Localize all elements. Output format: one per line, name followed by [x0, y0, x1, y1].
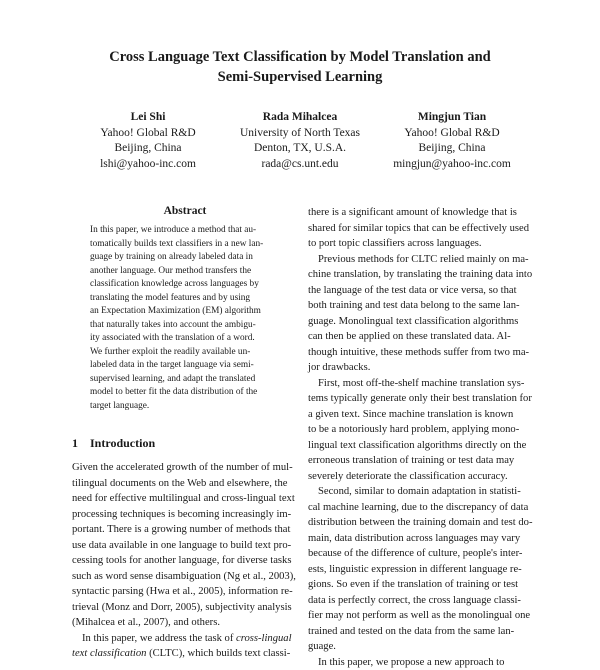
- author-name: Mingjun Tian: [362, 110, 542, 126]
- text-line: [72, 646, 304, 662]
- intro-body: [72, 460, 304, 662]
- text-line: (Mihalcea et al., 2007), and others.: [72, 615, 304, 631]
- text-line: Given the accelerated growth of the number of mul-: [72, 460, 304, 476]
- author-location: Denton, TX, U.S.A.: [210, 141, 390, 157]
- abstract-body: [90, 224, 280, 413]
- text-span: (CLTC), which builds text classi-: [146, 648, 290, 659]
- author-name: Lei Shi: [58, 110, 238, 126]
- text-span-italic: text classification: [72, 648, 146, 659]
- author-affiliation: University of North Texas: [210, 126, 390, 142]
- text-line: syntactic parsing (Hwa et al., 2005), information re-: [72, 584, 304, 600]
- text-line: the language of the test data or vice versa, so that: [308, 283, 540, 299]
- text-line: can then be applied on these translated data. Al-: [308, 329, 540, 345]
- text-line: guage. Monolingual text classification algorithms: [308, 314, 540, 330]
- abstract-line: model to better fit the data distribution of the: [90, 386, 280, 400]
- text-line: portant. There is a growing number of methods that: [72, 522, 304, 538]
- section-title: Introduction: [90, 436, 155, 450]
- author-affiliation: Yahoo! Global R&D: [58, 126, 238, 142]
- text-line: guage.: [308, 639, 540, 655]
- text-line: In this paper, we propose a new approach to: [308, 655, 540, 670]
- author-email: lshi@yahoo-inc.com: [58, 157, 238, 173]
- text-line: cessing tools for another language, for diverse tasks: [72, 553, 304, 569]
- abstract-line: that naturally takes into account the ambigu-: [90, 319, 280, 333]
- text-line: shared for similar topics that can be effectively used: [308, 221, 540, 237]
- abstract-line: In this paper, we introduce a method that au-: [90, 224, 280, 238]
- author-affiliation: Yahoo! Global R&D: [362, 126, 542, 142]
- text-line: [72, 631, 304, 647]
- text-line: fier may not perform as well as the monolingual one: [308, 608, 540, 624]
- author-email: mingjun@yahoo-inc.com: [362, 157, 542, 173]
- text-line: though intuitive, these methods suffer from two ma-: [308, 345, 540, 361]
- text-line: to port topic classifiers across languages.: [308, 236, 540, 252]
- abstract-line: ity associated with the translation of a word.: [90, 332, 280, 346]
- abstract-line: target language.: [90, 400, 280, 414]
- text-line: use data available in one language to build text pro-: [72, 538, 304, 554]
- author-name: Rada Mihalcea: [210, 110, 390, 126]
- text-line: erroneous translation of training or test data may: [308, 453, 540, 469]
- text-line: tilingual documents on the Web and elsewhere, the: [72, 476, 304, 492]
- author-email: rada@cs.unt.edu: [210, 157, 390, 173]
- author-location: Beijing, China: [362, 141, 542, 157]
- text-line: a given text. Since machine translation is known: [308, 407, 540, 423]
- text-line: gions. So even if the translation of training or test: [308, 577, 540, 593]
- text-line: Second, similar to domain adaptation in statisti-: [308, 484, 540, 500]
- text-span: In this paper, we address the task of: [82, 633, 236, 644]
- text-line: distribution between the training domain and test do-: [308, 515, 540, 531]
- text-line: First, most off-the-shelf machine translation sys-: [308, 376, 540, 392]
- text-line: lingual text classification algorithms directly on the: [308, 438, 540, 454]
- text-line: need for effective multilingual and cross-lingual text: [72, 491, 304, 507]
- text-line: both training and test data belong to the same lan-: [308, 298, 540, 314]
- text-line: chine translation, by translating the training data into: [308, 267, 540, 283]
- text-line: trained and tested on the data from the same lan-: [308, 624, 540, 640]
- text-line: processing techniques is becoming increasingly im-: [72, 507, 304, 523]
- abstract-line: tomatically builds text classifiers in a new lan-: [90, 238, 280, 252]
- right-column-body: [308, 205, 540, 670]
- author-location: Beijing, China: [58, 141, 238, 157]
- text-line: main, data distribution across languages may vary: [308, 531, 540, 547]
- text-line: because of the difference of culture, people's inter-: [308, 546, 540, 562]
- text-line: cal machine learning, due to the discrepancy of data: [308, 500, 540, 516]
- abstract-line: labeled data in the target language via semi-: [90, 359, 280, 373]
- author-block: [362, 110, 542, 172]
- abstract-line: translating the model features and by using: [90, 292, 280, 306]
- section-heading-introduction: [72, 436, 302, 451]
- title-line-2: Semi-Supervised Learning: [0, 67, 600, 87]
- abstract-line: classification knowledge across languages by: [90, 278, 280, 292]
- text-line: jor drawbacks.: [308, 360, 540, 376]
- abstract-line: We further exploit the readily available un-: [90, 346, 280, 360]
- text-line: Previous methods for CLTC relied mainly on ma-: [308, 252, 540, 268]
- paper-title: [0, 47, 600, 87]
- text-line: tems typically generate only their best translation for: [308, 391, 540, 407]
- abstract-heading: Abstract: [72, 205, 298, 217]
- text-line: severely deteriorate the classification accuracy.: [308, 469, 540, 485]
- abstract-line: guage by training on already labeled data in: [90, 251, 280, 265]
- text-line: data is perfectly correct, the cross language classi-: [308, 593, 540, 609]
- text-line: ests, linguistic expression in different language re-: [308, 562, 540, 578]
- title-line-1: Cross Language Text Classification by Model Translation and: [0, 47, 600, 67]
- text-line: such as word sense disambiguation (Ng et al., 2003),: [72, 569, 304, 585]
- abstract-line: another language. Our method transfers the: [90, 265, 280, 279]
- text-line: trieval (Monz and Dorr, 2005), subjectivity analysis: [72, 600, 304, 616]
- text-line: there is a significant amount of knowledge that is: [308, 205, 540, 221]
- abstract-line: an Expectation Maximization (EM) algorithm: [90, 305, 280, 319]
- text-line: to be a notoriously hard problem, applying mono-: [308, 422, 540, 438]
- section-number: 1: [72, 436, 90, 451]
- text-span-italic: cross-lingual: [236, 633, 292, 644]
- abstract-line: supervised learning, and adapt the translated: [90, 373, 280, 387]
